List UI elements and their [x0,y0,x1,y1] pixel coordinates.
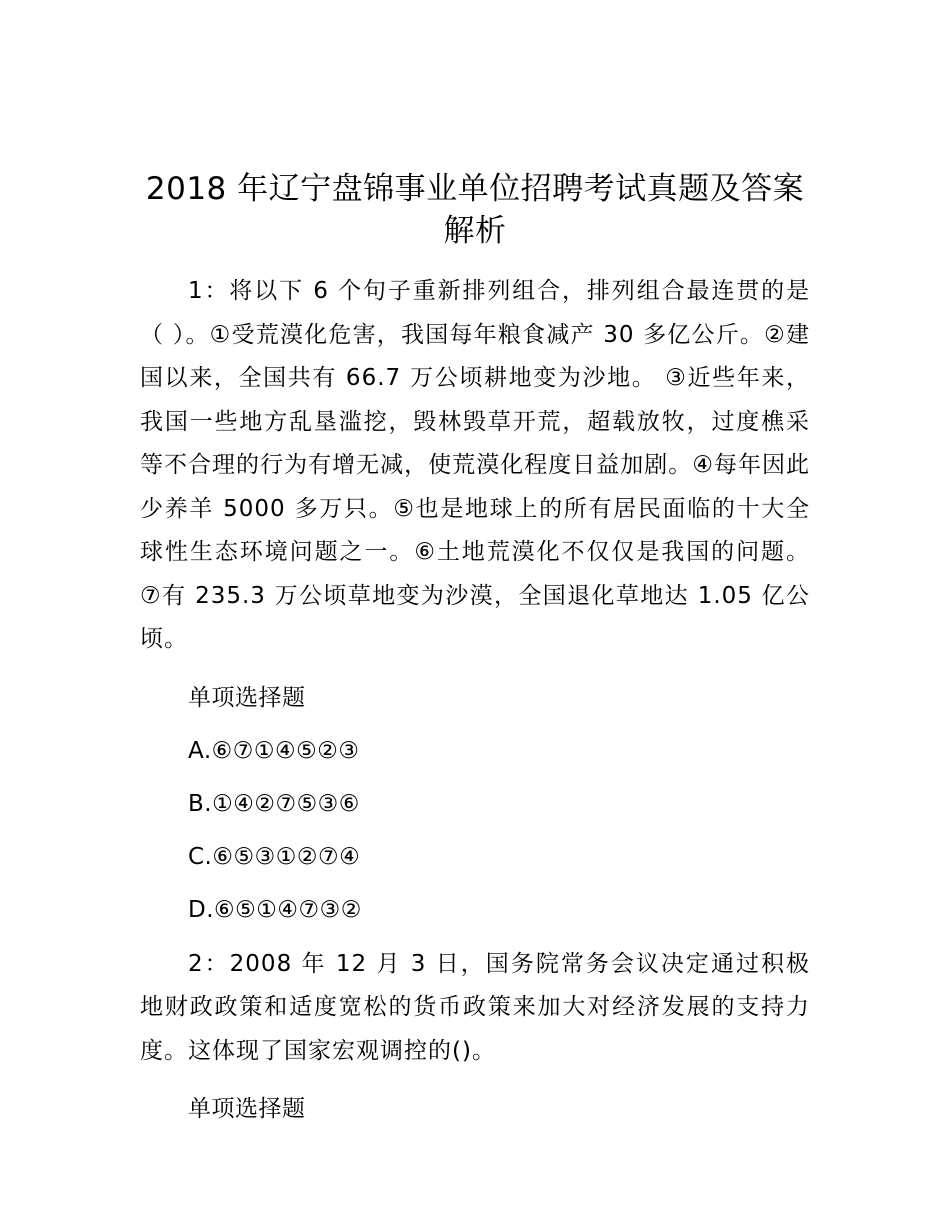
question-1-option-c: C.⑥⑤③①②⑦④ [188,843,361,870]
document-page [140,168,810,1136]
question-2-text: 2：2008 年 12 月 3 日，国务院常务会议决定通过积极地财政政策和适度宽松的货币政策来加大对经济发展的支持力度。这体现了国家宏观调控的()。 [140,950,810,1064]
question-1-option-d: D.⑥⑤①④⑦③② [188,896,362,923]
question-2-type: 单项选择题 [188,1096,306,1122]
question-1-text: 1：将以下 6 个句子重新排列组合，排列组合最连贯的是（ ）。①受荒漠化危害，我国每年粮食减产 30 多亿公斤。②建国以来，全国共有 66.7 万公顷耕地变为沙地。 ③近些年来，我国一些地方乱垦滥挖，毁林毁草开荒，超载放牧，过度樵采等不合理的行为有增无减，使荒漠化程度日益加剧。④每年因此少养羊 5000 多万只。⑤也是地球上的所有居民面临的十大全球性生态环境问题之一。⑥土地荒漠化不仅仅是我国的问题。 ⑦有 235.3 万公顷草地变为沙漠，全国退化草地达 1.05 亿公顷。 [140,278,810,652]
question-1-type: 单项选择题 [188,684,306,711]
question-1-option-a: A.⑥⑦①④⑤②③ [188,737,360,764]
question-1-option-b: B.①④②⑦⑤③⑥ [188,790,360,817]
document-title: 2018 年辽宁盘锦事业单位招聘考试真题及答案解析 [145,171,805,249]
